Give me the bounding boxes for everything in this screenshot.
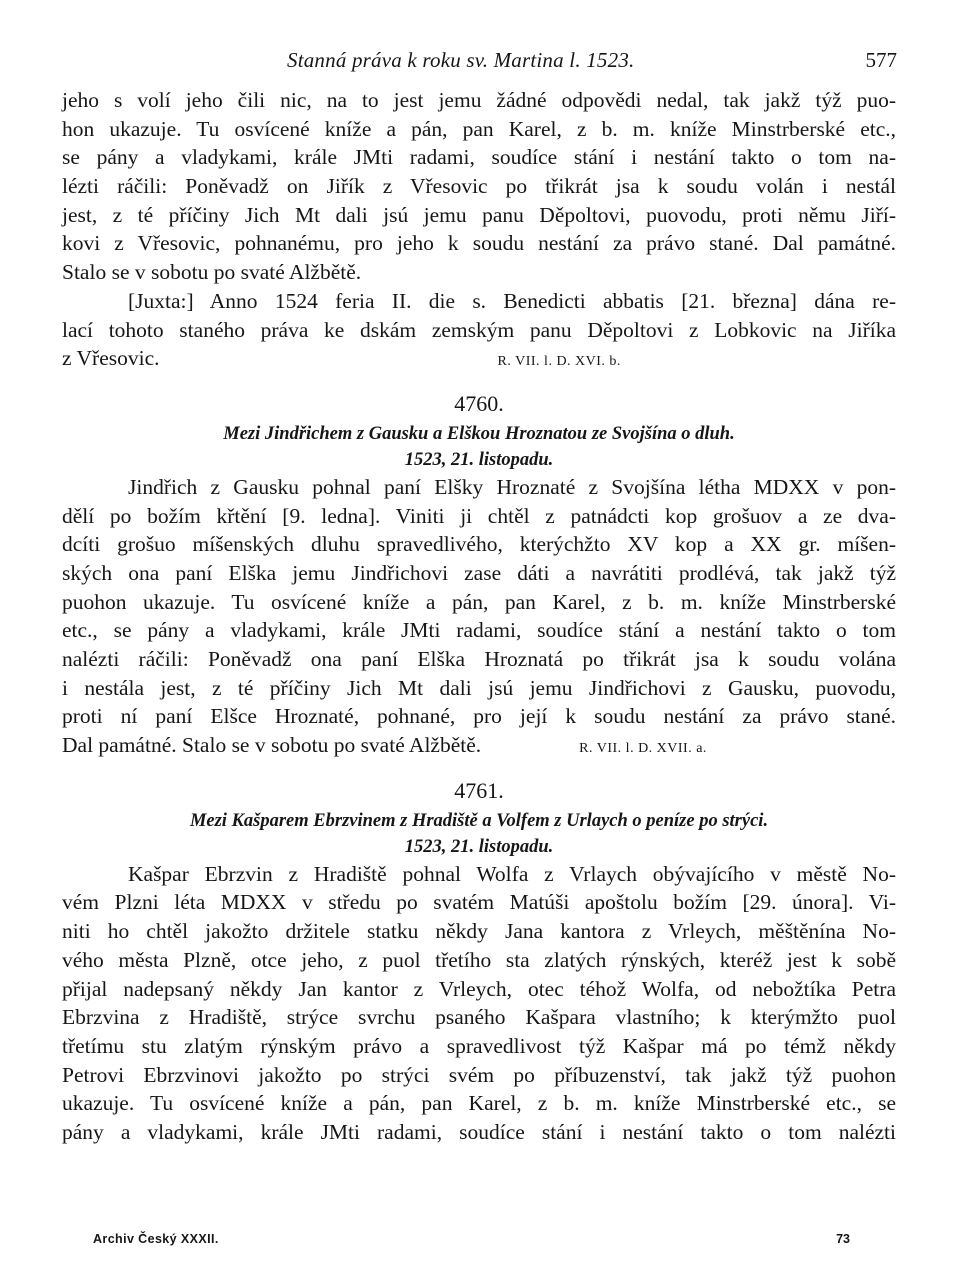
text-line: nalézti ráčili: Poněvadž ona paní Elška Hroznatá po třikrát jsa k soudu volána [62,647,896,671]
text-line: Jindřich z Gausku pohnal paní Elšky Hroznaté z Svojšína létha MDXX v pon- [128,474,896,499]
archive-signature: R. VII. l. D. XVII. a. [579,741,707,757]
page-number: 577 [865,48,897,72]
entry-title: Mezi Kašparem Ebrzvinem z Hradiště a Volfem z Urlaych o peníze po strýci. [189,810,769,831]
text-line: ukazuje. Tu osvícené kníže a pán, pan Karel, z b. m. kníže Minstrberské etc., se [62,1091,896,1116]
text-line: Ebrzvina z Hradiště, strýce svrchu psaného Kašpara vlastního; k kterýmžto puol [62,1005,896,1030]
entry-number: 4760. [454,390,504,416]
relation-paragraph [62,287,896,373]
text-line: vém Plzni léta MDXX v středu po svatém Matúši apoštolu božím [29. února]. Vi- [62,890,896,915]
text-line: třetímu stu zlatým rýnským právo a spravedlivost týž Kašpar má po témž někdy [62,1033,896,1058]
text-line: i nestála jest, z té příčiny Jich Mt dali jsú jemu Jindřichovi z Gausku, puovodu, [62,675,896,700]
entry-title: Mezi Jindřichem z Gausku a Elškou Hroznatou ze Svojšína o dluh. [223,423,735,444]
text-line: etc., se pány a vladykami, krále JMti radami, soudíce stání a nestání takto o tom [62,618,896,643]
archive-signature: R. VII. l. D. XVI. b. [497,354,621,370]
text-line-end: Dal památné. Stalo se v sobotu po svaté Alžbětě. [62,733,482,758]
text-line: lézti ráčili: Poněvadž on Jiřík z Vřesovic po třikrát jsa k soudu volán i nestál [62,174,896,199]
entry-number: 4761. [454,777,504,803]
text-line: lací tohoto staného práva ke dskám zemským panu Děpoltovi z Lobkovic na Jiříka [62,317,896,342]
page-header [0,48,960,78]
entry-date: 1523, 21. listopadu. [404,836,554,857]
text-line: ských ona paní Elška jemu Jindřichovi zase dáti a navrátiti prodlévá, tak jakž týž [62,560,896,585]
text-line-end: z Vřesovic. [62,346,160,371]
text-line: dělí po božím křtění [9. ledna]. Viniti ji chtěl z patnádcti kop grošuov a ze dva- [62,503,896,528]
text-line: přijal nadepsaný někdy Jan kantor z Vrleych, otec téhož Wolfa, od nebožtíka Petra [62,976,896,1001]
text-line: vého města Plzně, otce jeho, z puol třetího sta zlatých rýnských, kteréž jest k sobě [62,947,896,972]
text-line: puohon ukazuje. Tu osvícené kníže a pán, pan Karel, z b. m. kníže Minstrberské [62,589,896,614]
text-line: Petrovi Ebrzvinovi jakožto po strýci svém po příbuzenství, tak jakž týž puohon [62,1062,896,1087]
text-line: [Juxta:] Anno 1524 feria II. die s. Benedicti abbatis [21. března] dána re- [128,288,896,313]
entry-4760 [62,387,896,760]
text-line: hon ukazuje. Tu osvícené kníže a pán, pan Karel, z b. m. kníže Minstrberské etc., [62,116,896,141]
text-line: Kašpar Ebrzvin z Hradiště pohnal Wolfa z Vrlaych obývajícího v městě No- [128,861,896,886]
running-title: Stanná práva k roku sv. Martina l. 1523. [287,48,635,72]
text-line: dcíti grošuo míšenských dluhu spravedlivého, kterýchžto XV kop a XX gr. míšen- [62,532,896,557]
footer-sheet-number: 73 [836,1232,850,1246]
text-line [62,344,896,373]
continuation-paragraph [62,86,896,287]
footer-series-title: Archiv Český XXXII. [93,1232,219,1246]
text-line: niti ho chtěl jakožto držitele statku někdy Jana kantora z Vrleych, měštěnína No- [62,919,896,944]
text-line: proti ní paní Elšce Hroznaté, pohnané, pro její k soudu nestání za právo stané. [62,704,896,729]
text-line: pány a vladykami, krále JMti radami, soudíce stání i nestání takto o tom nalézti [62,1119,896,1144]
entry-4761 [62,774,896,1147]
page-body [62,86,896,1147]
text-line: jest, z té příčiny Jich Mt dali jsú jemu panu Děpoltovi, puovodu, proti němu Jiří- [62,202,896,227]
text-line: jeho s volí jeho čili nic, na to jest jemu žádné odpovědi nedal, tak jakž týž puo- [62,88,896,112]
text-line [62,731,896,760]
text-line: Stalo se v sobotu po svaté Alžbětě. [62,260,362,285]
text-line: se pány a vladykami, krále JMti radami, soudíce stání i nestání takto o tom na- [62,145,896,170]
page-footer [0,1232,960,1252]
entry-date: 1523, 21. listopadu. [404,449,554,470]
text-line: kovi z Vřesovic, pohnanému, pro jeho k soudu nestání za právo stané. Dal památné. [62,231,896,256]
